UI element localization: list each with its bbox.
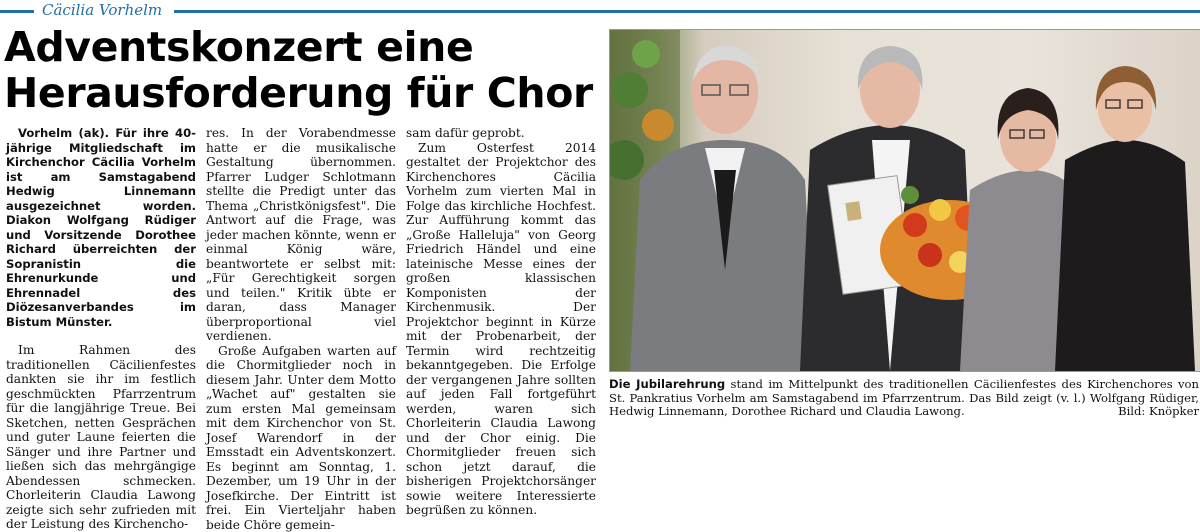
caption-lead: Die Jubilarehrung [609, 377, 725, 391]
section-title: Cäcilia Vorhelm [42, 1, 162, 19]
person-claudia [1055, 66, 1195, 371]
article-paragraph: Im Rahmen des traditionellen Cäcilienfestes dankten sie ihr im festlich geschmückten Pfarrzentrum für die langjährige Treue. Bei Sketchen, netten Gesprächen und guter Laune feierten die Sänger und ihre Partner und ließen sich das mehrgängige Abendessen schmecken. Chorleiterin Claudia Lawong zeigte sich sehr zufrieden mit der Leistung des Kirchencho- [6, 343, 196, 532]
headline [4, 24, 594, 116]
article-column-3 [406, 126, 596, 518]
article-paragraph: Zum Osterfest 2014 gestaltet der Projektchor des Kirchenchores Cäcilia Vorhelm zum vierten Mal in Folge das kirchliche Hochfest. Zur Aufführung kommt das „Große Halleluja" von Georg Friedrich Händel und eine lateinische Messe eines der großen klassischen Komponisten der Kirchenmusik. Der Projektchor beginnt in Kürze mit der Probenarbeit, der Termin wird rechtzeitig bekanntgegeben. Die Erfolge der vergangenen Jahre sollten auf jeden Fall fortgeführt werden, waren sich Chorleiterin Claudia Lawong und der Chor einig. Die Chormitglieder freuen sich schon jetzt darauf, die bisherigen Projektchorsänger sowie weitere Interessierte begrüßen zu können. [406, 141, 596, 518]
headline-line-2: Herausforderung für Chor [4, 70, 594, 116]
caption-text: stand im Mittelpunkt des traditionellen Cäcilienfestes des Kirchenchores von St. Pankratius Vorhelm am Samstagabend im Pfarrzentrum. Das Bild zeigt (v. l.) Wolfgang Rüdiger, Hedwig Linnemann, Dorothee Richard und Claudia Lawong. [609, 377, 1199, 418]
article-paragraph: res. In der Vorabendmesse hatte er die musikalische Gestaltung übernommen. Pfarrer Ludger Schlotmann stellte die Predigt unter das Thema „Christkönigsfest". Die Antwort auf die Frage, was jeder machen könnte, wenn er einmal König wäre, beantwortete er selbst mit: „Für Gerechtigkeit sorgen und teilen." Kritik übte er daran, dass Manager überproportional viel verdienen. [206, 126, 396, 344]
article-column-2 [206, 126, 396, 532]
header-rule-left [0, 10, 34, 13]
news-photo [609, 29, 1200, 372]
photo-illustration [610, 30, 1200, 371]
photo-credit: Bild: Knöpker [1118, 405, 1199, 419]
section-header [0, 0, 1200, 22]
article-paragraph: Große Aufgaben warten auf die Chormitglieder noch in diesem Jahr. Unter dem Motto „Wachet auf" gestalten sie zum ersten Mal gemeinsam mit dem Kirchenchor von St. Josef Warendorf in der Emsstadt ein Adventskonzert. Es beginnt am Sonntag, 1. Dezember, um 19 Uhr in der Josefkirche. Der Eintritt ist frei. Ein Vierteljahr haben beide Chöre gemein- [206, 344, 396, 532]
article-lead: Vorhelm (ak). Für ihre 40-jährige Mitgliedschaft im Kirchenchor Cäcilia Vorhelm ist am Samstagabend Hedwig Linnemann ausgezeichnet worden. Diakon Wolfgang Rüdiger und Vorsitzende Dorothee Richard überreichten der Sopranistin die Ehrenurkunde und Ehrennadel des Diözesanverbandes im Bistum Münster. [6, 126, 196, 329]
article-paragraph: sam dafür geprobt. [406, 126, 596, 141]
header-rule-right [174, 10, 1200, 13]
headline-line-1: Adventskonzert eine [4, 24, 594, 70]
article-column-1 [6, 126, 196, 532]
photo-caption [609, 378, 1199, 419]
